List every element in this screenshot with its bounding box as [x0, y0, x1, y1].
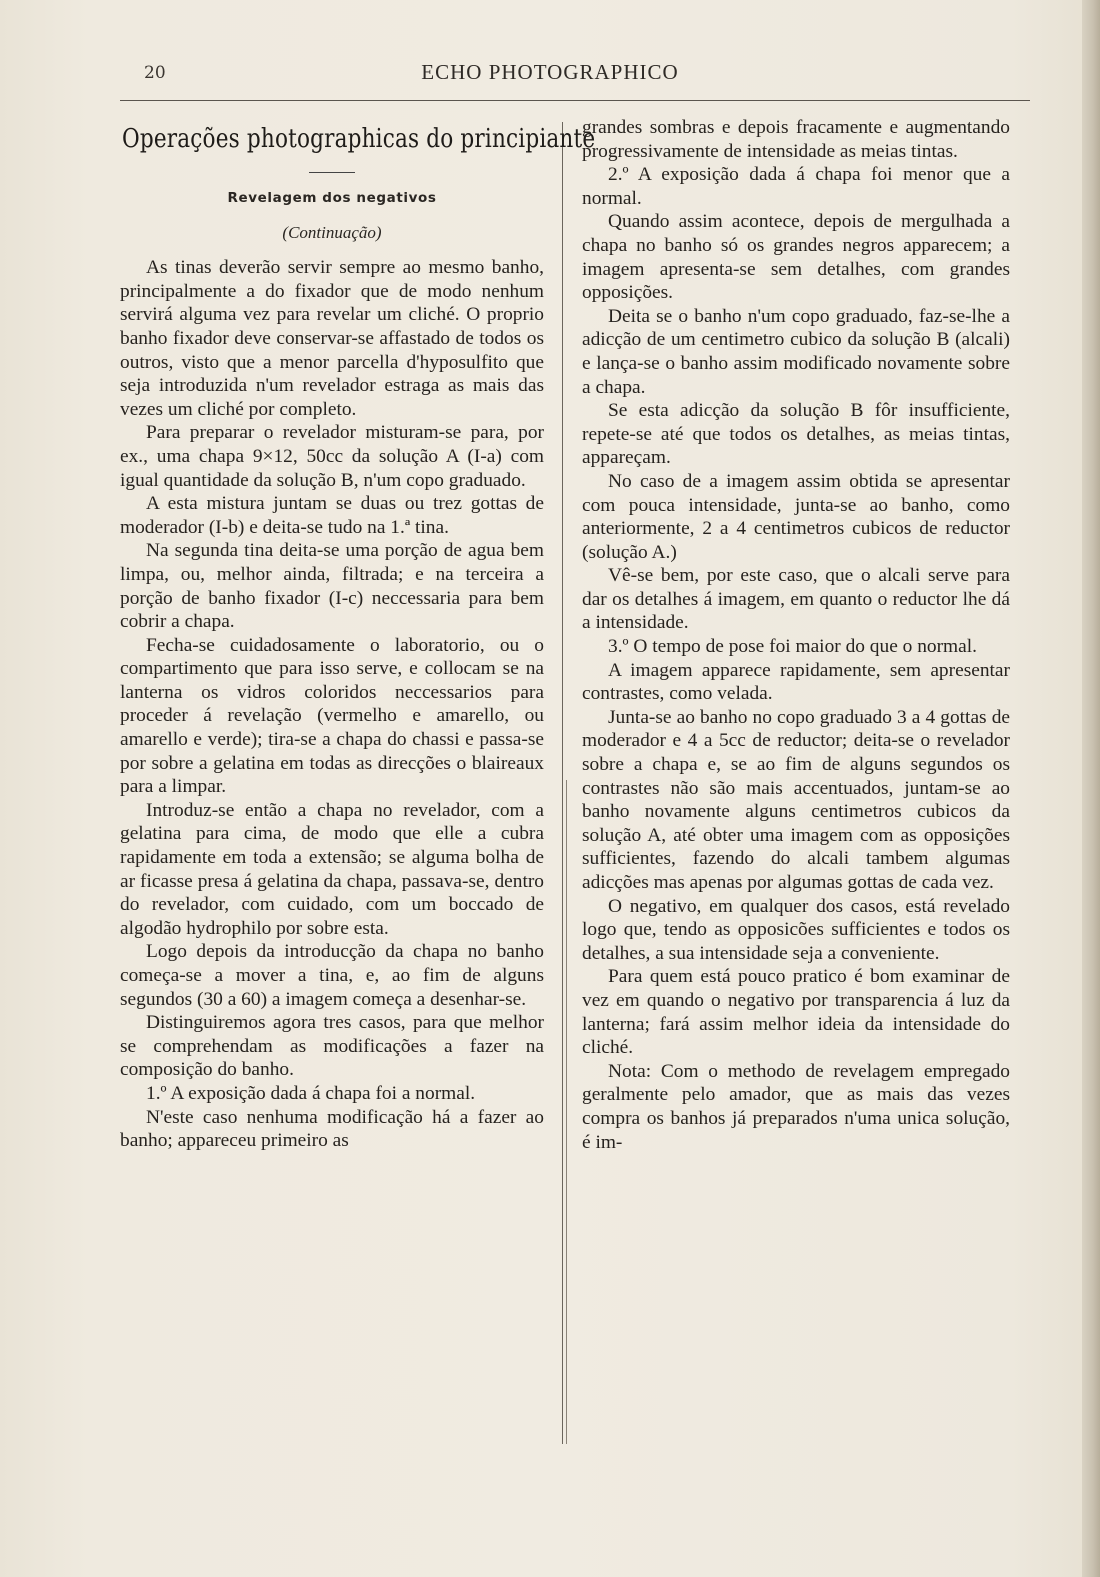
paragraph: A esta mistura juntam se duas ou trez gottas de moderador (I-b) e deita-se tudo na 1.ª tina. — [120, 493, 544, 538]
paragraph: As tinas deverão servir sempre ao mesmo banho, principalmente a do fixador que de modo nenhum servirá alguma vez para revelar um cliché. O proprio banho fixador deve conservar-se affastado de todos os outros, visto que a menor parcella d'hyposulfito que seja introduzida n'um revelador estraga as mais das vezes um cliché por completo. — [120, 257, 544, 420]
column-divider-secondary — [566, 780, 567, 1444]
left-column — [120, 116, 596, 1153]
paragraph: Para quem está pouco pratico é bom examinar de vez em quando o negativo por transparencia á luz da lanterna; fará assim melhor ideia da intensidade do cliché. — [582, 966, 1010, 1059]
paragraph: Junta-se ao banho no copo graduado 3 a 4 gottas de moderador e 4 a 5cc de reductor; deita-se o revelador sobre a chapa e, se ao fim de alguns segundos os contrastes não são mais accentuados, juntam-se ao banho novamente alguns centimetros cubicos da solução A, até obter uma imagem com as opposições sufficientes, fazendo do alcali tambem algumas adicções mas apenas por algumas gottas de cada vez. — [582, 706, 1010, 893]
page-edge-shadow — [1082, 0, 1100, 1577]
right-column — [582, 116, 1010, 1154]
column-divider — [562, 122, 563, 1444]
paragraph: No caso de a imagem assim obtida se apresentar com pouca intensidade, junta-se ao banho, como anteriormente, 2 a 4 centimetros cubicos de reductor (solução A.) — [582, 470, 1010, 563]
paragraph: Deita se o banho n'um copo graduado, faz-se-lhe a adicção de um centimetro cubico da solução B (alcali) e lança-se o banho assim modificado novamente sobre a chapa. — [582, 305, 1010, 398]
paragraph: Nota: Com o methodo de revelagem empregado geralmente pelo amador, que as mais das vezes compra os banhos já preparados n'uma unica solução, é im- — [582, 1060, 1010, 1153]
paragraph: grandes sombras e depois fracamente e augmentando progressivamente de intensidade as meias tintas. — [582, 117, 1010, 162]
paragraph: O negativo, em qualquer dos casos, está revelado logo que, tendo as opposicões sufficientes e todos os detalhes, a sua intensidade seja a conveniente. — [582, 895, 1010, 964]
continuation-note: (Continuação) — [282, 222, 382, 242]
paragraph: 3.º O tempo de pose foi maior do que o normal. — [608, 636, 977, 658]
paragraph: Para preparar o revelador misturam-se para, por ex., uma chapa 9×12, 50cc da solução A (I-a) com igual quantidade da solução B, n'um copo graduado. — [120, 422, 544, 491]
paragraph: Na segunda tina deita-se uma porção de agua bem limpa, ou, melhor ainda, filtrada; e na terceira a porção de banho fixador (I-c) neccessaria para bem cobrir a chapa. — [120, 540, 544, 633]
paragraph: Introduz-se então a chapa no revelador, com a gelatina para cima, de modo que elle a cubra rapidamente em toda a extensão; se alguma bolha de ar ficasse presa á gelatina da chapa, passava-se, dentro do revelador, com cuidado, com um boccado de algodão hydrophilo por sobre esta. — [120, 799, 544, 939]
running-head — [0, 60, 1100, 88]
header-rule — [120, 100, 1030, 101]
journal-title: ECHO PHOTOGRAPHICO — [421, 60, 679, 84]
paragraph: 2.º A exposição dada á chapa foi menor que a normal. — [582, 164, 1010, 209]
title-dash — [309, 172, 355, 173]
paragraph: Distinguiremos agora tres casos, para que melhor se comprehendam as modificações a fazer na composição do banho. — [120, 1012, 544, 1081]
right-column-body — [582, 116, 1010, 1154]
article-title: Operações photographicas do principiante — [122, 124, 596, 154]
paragraph: 1.º A exposição dada á chapa foi a normal. — [146, 1082, 476, 1104]
page-number: 20 — [144, 63, 166, 83]
paragraph: Fecha-se cuidadosamente o laboratorio, ou o compartimento que para isso serve, e collocam se na lanterna os vidros coloridos neccessarios para proceder á revelação (vermelho e amarello, ou amarello e verde); tira-se a chapa do chassi e passa-se por sobre a gelatina em todas as direcções o blaireaux para a limpar. — [120, 634, 544, 798]
article-subtitle: Revelagem dos negativos — [227, 190, 437, 206]
paragraph: N'este caso nenhuma modificação há a fazer ao banho; appareceu primeiro as — [120, 1106, 544, 1152]
paragraph: Vê-se bem, por este caso, que o alcali serve para dar os detalhes á imagem, em quanto o reductor lhe dá a intensidade. — [582, 565, 1010, 634]
paragraph: Quando assim acontece, depois de mergulhada a chapa no banho só os grandes negros apparecem; a imagem apresenta-se sem detalhes, com grandes opposições. — [582, 211, 1010, 304]
paragraph: A imagem apparece rapidamente, sem apresentar contrastes, como velada. — [582, 659, 1010, 705]
paragraph: Logo depois da introducção da chapa no banho começa-se a mover a tina, e, ao fim de alguns segundos (30 a 60) a imagem começa a desenhar-se. — [120, 941, 544, 1010]
left-column-body — [120, 256, 544, 1153]
paragraph: Se esta adicção da solução B fôr insufficiente, repete-se até que todos os detalhes, as meias tintas, appareçam. — [582, 400, 1010, 469]
